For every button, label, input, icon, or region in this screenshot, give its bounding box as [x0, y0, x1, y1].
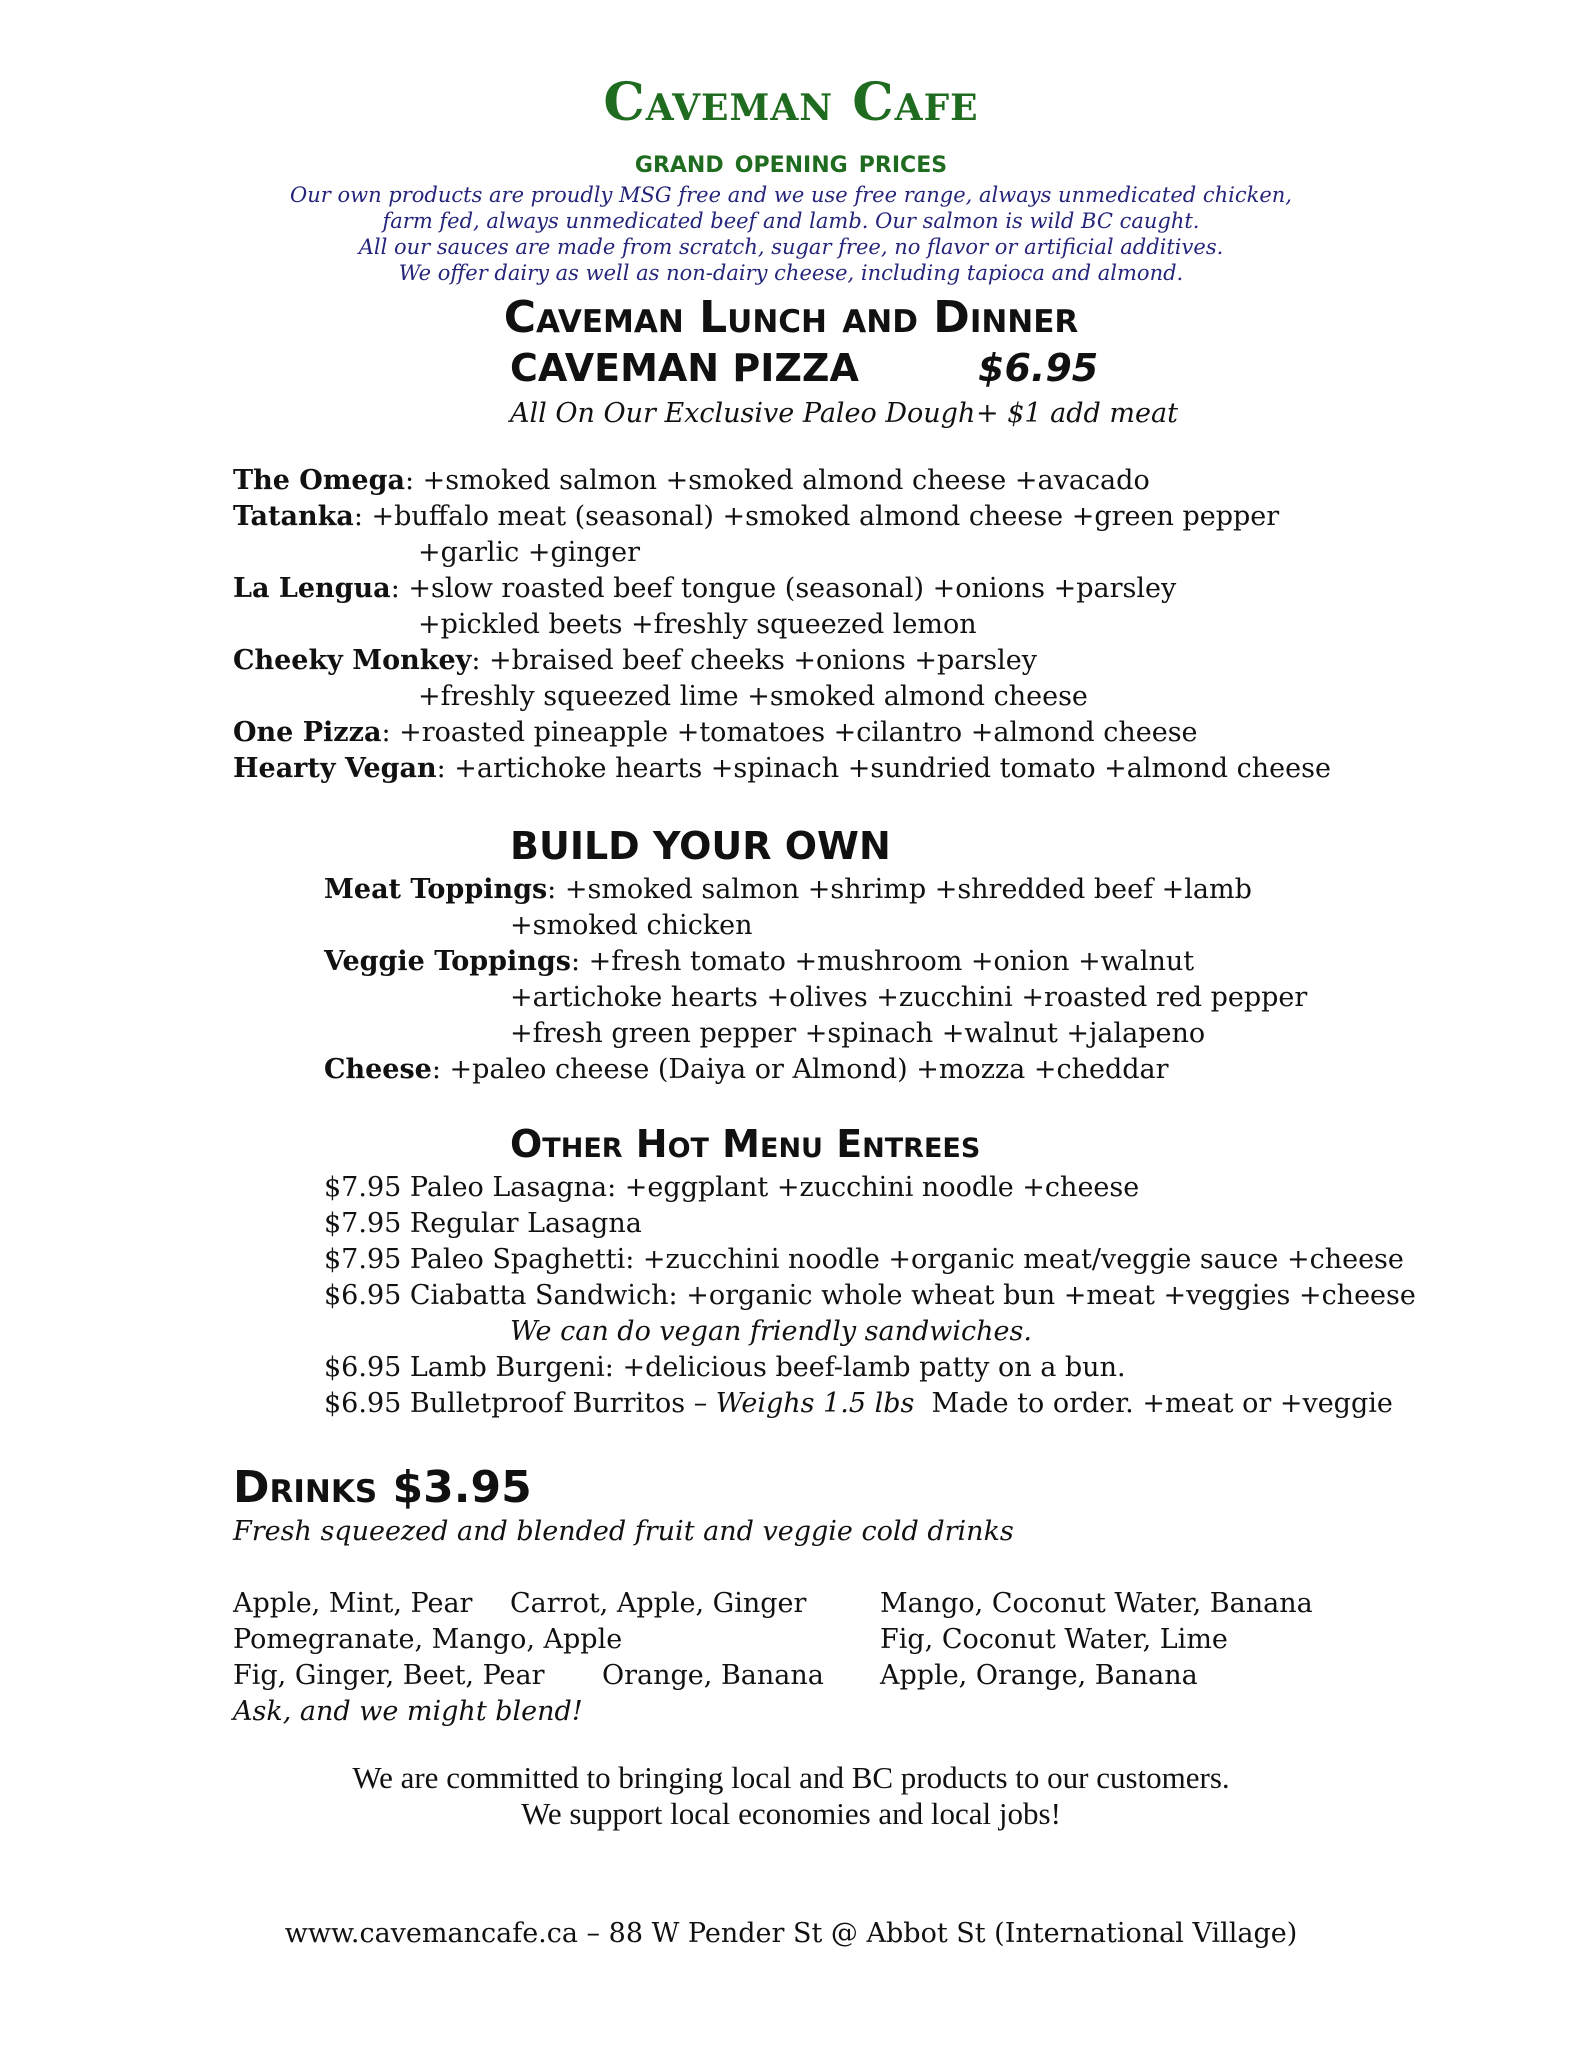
drinks-heading: Drinks $3.95 — [233, 1462, 532, 1513]
burrito-name: $6.95 Bulletproof Burritos – — [324, 1388, 716, 1419]
vegan-sandwich-note: We can do vegan friendly sandwiches. — [510, 1316, 1032, 1347]
pizza-item-omega — [233, 463, 1150, 499]
pizza-desc: : +smoked salmon +smoked almond cheese +avacado — [404, 465, 1150, 496]
intro-line-4: We offer dairy as well as non-dairy cheese, including tapioca and almond. — [398, 261, 1184, 285]
intro-line-1: Our own products are proudly MSG free and we use free range, always unmedicated chicken, — [290, 183, 1292, 207]
drink-item: Pomegranate, Mango, Apple — [233, 1624, 623, 1655]
meat-toppings-list: : +smoked salmon +shrimp +shredded beef +lamb — [547, 874, 1252, 905]
pizza-desc: : +buffalo meat (seasonal) +smoked almond cheese +green pepper — [353, 501, 1280, 532]
intro-line-2: farm fed, always unmedicated beef and lamb. Our salmon is wild BC caught. — [382, 209, 1200, 233]
pizza-name: Tatanka — [233, 501, 354, 532]
drink-item: Fig, Ginger, Beet, Pear — [233, 1660, 545, 1691]
drink-item: Apple, Orange, Banana — [880, 1660, 1198, 1691]
drink-item: Orange, Banana — [602, 1660, 824, 1691]
entree-paleo-lasagna: $7.95 Paleo Lasagna: +eggplant +zucchini noodle +cheese — [324, 1172, 1140, 1203]
lunch-dinner-heading: Caveman Lunch and Dinner — [503, 292, 1079, 343]
pizza-item-tatanka — [233, 499, 1279, 535]
veggie-toppings-list: : +fresh tomato +mushroom +onion +walnut — [570, 946, 1195, 977]
veggie-toppings-continued: +artichoke hearts +olives +zucchini +roasted red pepper — [510, 982, 1308, 1013]
meat-toppings — [324, 872, 1252, 908]
pizza-desc-continued: +pickled beets +freshly squeezed lemon — [418, 609, 977, 640]
pizza-name: One Pizza — [233, 717, 382, 748]
entree-lamb-burgeni: $6.95 Lamb Burgeni: +delicious beef-lamb patty on a bun. — [324, 1352, 1126, 1383]
veggie-toppings — [324, 944, 1194, 980]
pizza-item-hearty-vegan — [233, 751, 1331, 787]
cafe-title: Caveman Cafe — [603, 72, 979, 133]
drink-item: Apple, Mint, Pear — [233, 1588, 473, 1619]
pizza-desc: : +artichoke hearts +spinach +sundried tomato +almond cheese — [436, 753, 1331, 784]
build-your-own-heading: BUILD YOUR OWN — [510, 824, 891, 868]
drink-item: Carrot, Apple, Ginger — [510, 1588, 807, 1619]
entree-ciabatta-sandwich: $6.95 Ciabatta Sandwich: +organic whole wheat bun +meat +veggies +cheese — [324, 1280, 1416, 1311]
pizza-item-one-pizza — [233, 715, 1198, 751]
pizza-desc-continued: +freshly squeezed lime +smoked almond cheese — [418, 681, 1088, 712]
pizza-name: Cheeky Monkey — [233, 645, 472, 676]
pizza-item-cheeky-monkey — [233, 643, 1037, 679]
burrito-desc: Made to order. +meat or +veggie — [914, 1388, 1393, 1419]
entree-bulletproof-burritos — [324, 1386, 1393, 1422]
pizza-name: The Omega — [233, 465, 405, 496]
entree-regular-lasagna: $7.95 Regular Lasagna — [324, 1208, 642, 1239]
local-commitment-line-1: We are committed to bringing local and BC products to our customers. — [352, 1760, 1230, 1795]
drinks-subheading: Fresh squeezed and blended fruit and veggie cold drinks — [233, 1516, 1014, 1547]
caveman-pizza-label: CAVEMAN PIZZA — [510, 346, 859, 390]
pizza-name: Hearty Vegan — [233, 753, 437, 784]
drink-item: Mango, Coconut Water, Banana — [880, 1588, 1313, 1619]
add-meat-note: + $1 add meat — [976, 398, 1178, 429]
local-commitment-line-2: We support local economies and local jobs! — [521, 1796, 1061, 1831]
cheese-toppings — [324, 1052, 1169, 1088]
pizza-item-la-lengua — [233, 571, 1176, 607]
meat-toppings-continued: +smoked chicken — [510, 910, 753, 941]
grand-opening-subtitle: grand opening prices — [634, 142, 948, 180]
burrito-weight: Weighs 1.5 lbs — [715, 1388, 915, 1419]
pizza-desc-continued: +garlic +ginger — [418, 537, 640, 568]
intro-line-3: All our sauces are made from scratch, sugar free, no flavor or artificial additives. — [358, 235, 1224, 259]
pizza-desc: : +roasted pineapple +tomatoes +cilantro +almond cheese — [381, 717, 1198, 748]
pizza-desc: : +braised beef cheeks +onions +parsley — [471, 645, 1038, 676]
other-entrees-heading: Other Hot Menu Entrees — [510, 1122, 981, 1166]
meat-toppings-label: Meat Toppings — [324, 874, 548, 905]
caveman-pizza-price: $6.95 — [978, 346, 1099, 390]
pizza-name: La Lengua — [233, 573, 391, 604]
veggie-toppings-continued: +fresh green pepper +spinach +walnut +jalapeno — [510, 1018, 1206, 1049]
cheese-label: Cheese — [324, 1054, 432, 1085]
entree-paleo-spaghetti: $7.95 Paleo Spaghetti: +zucchini noodle +organic meat/veggie sauce +cheese — [324, 1244, 1404, 1275]
drink-item: Fig, Coconut Water, Lime — [880, 1624, 1228, 1655]
veggie-toppings-label: Veggie Toppings — [324, 946, 571, 977]
pizza-desc: : +slow roasted beef tongue (seasonal) +onions +parsley — [390, 573, 1177, 604]
website-address: www.cavemancafe.ca – 88 W Pender St @ Abbot St (International Village) — [284, 1918, 1298, 1949]
paleo-dough-note: All On Our Exclusive Paleo Dough — [510, 398, 976, 429]
ask-blend-note: Ask, and we might blend! — [233, 1696, 583, 1727]
cheese-list: : +paleo cheese (Daiya or Almond) +mozza +cheddar — [431, 1054, 1169, 1085]
